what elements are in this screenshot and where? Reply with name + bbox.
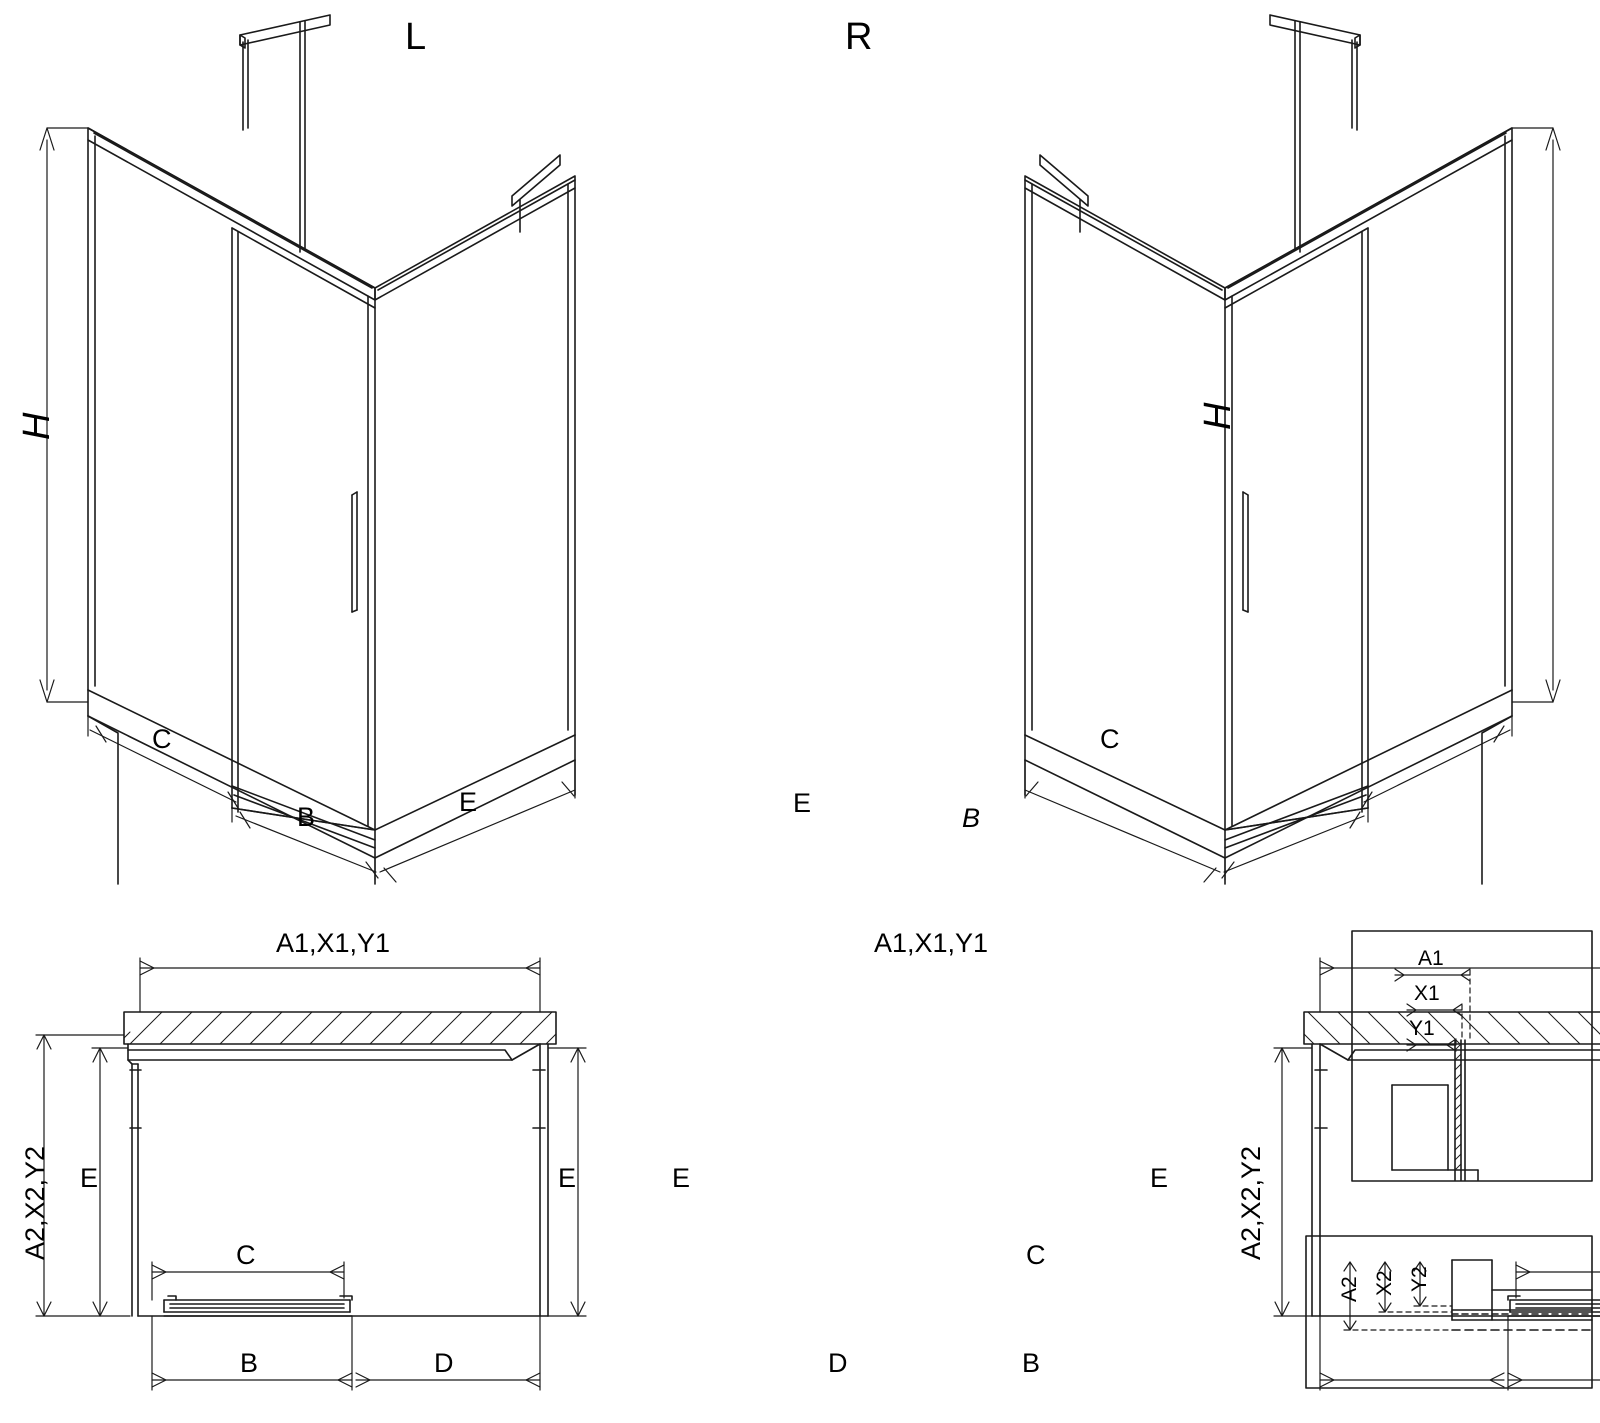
label-variant-right: R <box>845 16 873 58</box>
label-iso-left-e: E <box>459 787 478 817</box>
label-plan-right-side-dim: A2,X2,Y2 <box>1236 1145 1266 1260</box>
iso-right-geometry <box>1025 15 1512 884</box>
label-plan-right-d: D <box>828 1348 848 1378</box>
label-plan-right-b: B <box>1022 1348 1041 1378</box>
plan-right-dimensions <box>1274 958 1600 1390</box>
label-plan-right-top-dim: A1,X1,Y1 <box>874 928 989 958</box>
iso-right-dim-H <box>1512 128 1560 702</box>
label-detail-top-x1: X1 <box>1414 982 1440 1005</box>
label-plan-left-e-right: E <box>558 1163 577 1193</box>
label-detail-top-a1: A1 <box>1418 947 1444 970</box>
label-variant-left: L <box>405 16 427 58</box>
label-detail-bottom-x2: X2 <box>1373 1270 1396 1296</box>
plan-left-dimensions <box>36 958 586 1390</box>
label-iso-right-b: B <box>962 803 981 833</box>
label-plan-left-b: B <box>240 1348 259 1378</box>
label-iso-right-height: H <box>1197 402 1239 430</box>
label-detail-bottom-a2: A2 <box>1338 1276 1361 1302</box>
label-plan-right-c: C <box>1026 1240 1046 1270</box>
label-iso-left-b: B <box>297 802 316 832</box>
label-plan-left-c: C <box>236 1240 256 1270</box>
label-plan-right-e-right: E <box>1150 1163 1169 1193</box>
label-iso-left-height: H <box>16 412 58 440</box>
label-plan-left-e-left: E <box>80 1163 99 1193</box>
label-plan-left-top-dim: A1,X1,Y1 <box>276 928 391 958</box>
label-plan-left-d: D <box>434 1348 454 1378</box>
plan-left-geometry <box>124 1012 556 1316</box>
label-iso-right-c: C <box>1100 724 1120 754</box>
label-detail-top-y1: Y1 <box>1409 1017 1435 1040</box>
label-iso-left-c: C <box>152 724 172 754</box>
iso-right-dim-bottom <box>1025 716 1512 882</box>
label-plan-right-e-left: E <box>672 1163 691 1193</box>
label-plan-left-side-dim: A2,X2,Y2 <box>20 1145 50 1260</box>
label-iso-right-e: E <box>793 788 812 818</box>
label-detail-bottom-y2: Y2 <box>1408 1266 1431 1292</box>
